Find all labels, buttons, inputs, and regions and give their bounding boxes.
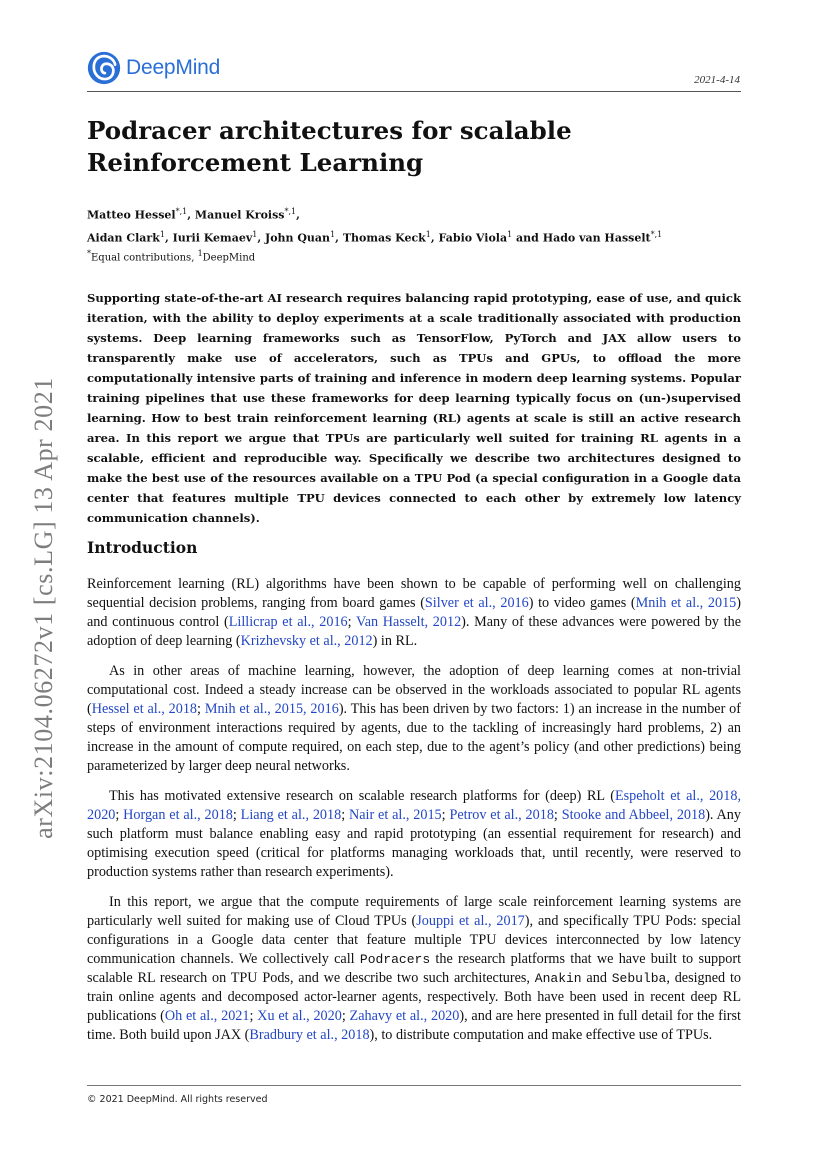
citation-link[interactable]: Liang et al., 2018 [240,807,342,823]
footer-divider [87,1085,741,1086]
introduction-body [87,575,741,1056]
affiliation-one-text: DeepMind [202,252,256,264]
author-name: Manuel Kroiss [194,208,285,222]
affiliation-one: 1 [197,249,203,259]
paragraph-1 [87,575,741,651]
author-line-2: Aidan Clark$^1$, Iurii Kemaev$^1$, John Quan$^1$, Thomas Keck$^1$, Fabio Viola$^1$ and Hado van Hasselt$^{*,1}$ [87,229,663,245]
text-run: ) to video games ( [528,595,636,611]
brand-name: DeepMind [126,56,221,79]
text-run: As in other areas of machine learning, however, the adoption of deep learning comes at non-trivial computational cost. Indeed a steady increase can be observed in the workloads associated to popular RL agents ( [87,663,741,717]
text-run: ). Many of these advances were powered by the adoption of deep learning ( [87,614,741,649]
publication-date: 2021-4-14 [694,74,740,86]
author-affiliation-mark: *,1 [284,207,297,216]
deepmind-logo [87,51,220,85]
text-run: ; [115,807,124,823]
author-affiliation-mark: *,1 [650,229,663,239]
text-run: ; [249,1008,258,1024]
text-run: ), and specifically TPU Pods: special configurations in a Google data center that feature multiple TPU devices interconnected by low latency communication channels. We collectively call [87,913,741,967]
text-run: Reinforcement learning (RL) algorithms have been shown to be capable of performing well on challenging sequential decision problems, ranging from board games ( [87,576,741,611]
citation-link[interactable]: Van Hasselt, 2012 [356,614,462,630]
author-conjunction: and [516,231,539,245]
citation-link[interactable]: Lillicrap et al., 2016 [228,614,348,630]
code-term: Sebulba [611,971,667,986]
citation-link[interactable]: Stooke and Abbeel, 2018 [561,807,706,823]
author-affiliation-mark: 1 [330,229,336,239]
citation-link[interactable]: Mnih et al., 2015 [635,595,737,611]
text-run: ). This has been driven by two factors: 1) an increase in the number of steps of environment interactions required by agents, due to the tackling of increasingly hard problems, 2) an increase in the amount of compute required, on each step, due to the agent’s policy (and other predictions) being parameterized by larger deep neural networks. [87,701,741,774]
author-affiliation-mark: 1 [425,229,431,239]
citation-link[interactable]: Xu et al., 2020 [257,1008,342,1024]
paragraph-4 [87,893,741,1045]
citation-link[interactable]: Zahavy et al., 2020 [349,1008,460,1024]
citation-link[interactable]: Krizhevsky et al., 2012 [240,633,373,649]
text-run: ). Any such platform must balance enabling easy and rapid prototyping (an essential requirement for research) and optimising execution speed (critical for platforms managing workloads that, until recently, were reserved to production systems rather than research experiments). [87,807,741,880]
text-run: In this report, we argue that the compute requirements of large scale reinforcement learning systems are particularly well suited for making use of Cloud TPUs ( [87,894,741,929]
text-run: the research platforms that we have built to support scalable RL research on TPU Pods, and we describe two such architectures, [87,951,742,986]
citation-link[interactable]: Mnih et al., 2015, 2016 [204,701,339,717]
author-list [87,202,747,266]
author-affiliation-mark: *,1 [175,207,188,216]
author-name: Matteo Hessel [87,208,176,222]
text-run: , designed to train online agents and decomposed actor-learner agents, respectively. Both have been used in recent deep RL publications ( [87,970,741,1024]
text-run: ; [232,807,241,823]
code-term: Anakin [534,971,582,986]
affiliation-star-text: Equal contributions, [91,252,195,264]
text-run: ), and are here presented in full detail for the first time. Both build upon JAX ( [87,1008,741,1043]
citation-link[interactable]: Silver et al., 2016 [424,595,529,611]
author-line-1: Matteo Hessel$^{*,1}$, Manuel Kroiss$^{*,1}$, [87,207,300,222]
author-name: Fabio Viola [438,231,508,245]
text-run: and [581,970,612,986]
text-run: ; [441,807,450,823]
paper-title [87,115,747,179]
author-affiliation-mark: 1 [159,229,165,239]
title-line-2: Reinforcement Learning [87,148,424,177]
citation-link[interactable]: Petrov et al., 2018 [449,807,554,823]
citation-link[interactable]: Oh et al., 2021 [164,1008,250,1024]
citation-link[interactable]: Hessel et al., 2018 [91,701,198,717]
citation-link[interactable]: Horgan et al., 2018 [123,807,233,823]
text-run: ) and continuous control ( [87,595,741,630]
text-run: This has motivated extensive research on scalable research platforms for (deep) RL ( [109,788,615,804]
citation-link[interactable]: Espeholt et al., 2018, 2020 [87,788,741,823]
author-name: Iurii Kemaev [172,231,253,245]
code-term: Podracers [359,952,431,967]
paragraph-3 [87,787,741,882]
abstract: Supporting state-of-the-art AI research requires balancing rapid prototyping, ease of use, and quick iteration, with the ability to deploy experiments at a scale traditionally associated with production systems. Deep learning frameworks such as TensorFlow, PyTorch and JAX allow users to transparently make use of accelerators, such as TPUs and GPUs, to offload the more computationally intensive parts of training and inference in modern deep learning systems. Popular training pipelines that use these frameworks for deep learning typically focus on (un-)supervised learning. How to best train reinforcement learning (RL) agents at scale is still an active research area. In this report we argue that TPUs are particularly well suited for training RL agents in a scalable, efficient and reproducible way. Specifically we describe two architectures designed to make the best use of the resources available on a TPU Pod (a special configuration in a Google data center that features multiple TPU devices connected to each other by extremely low latency communication channels). [87,291,741,525]
text-run: ; [347,614,357,630]
copyright-notice: © 2021 DeepMind. All rights reserved [87,1094,268,1105]
header-divider [87,91,741,92]
author-affiliation-mark: 1 [252,229,258,239]
text-run: ; [341,1008,350,1024]
text-run: ; [197,701,205,717]
paragraph-2 [87,662,741,776]
author-affiliation-mark: 1 [507,229,513,239]
text-run: ; [553,807,562,823]
deepmind-logo-icon [87,51,121,85]
text-run: ; [341,807,349,823]
section-heading-introduction: Introduction [87,538,198,557]
text-run: ), to distribute computation and make effective use of TPUs. [369,1027,713,1043]
affiliation-note [87,247,747,265]
citation-link[interactable]: Bradbury et al., 2018 [249,1027,370,1043]
text-run: ) in RL. [372,633,418,649]
author-name: John Quan [264,231,331,245]
affiliation-star: * [87,249,91,259]
author-name: Thomas Keck [342,231,426,245]
title-line-1: Podracer architectures for scalable [87,116,572,145]
author-name: Hado van Hasselt [542,231,651,245]
citation-link[interactable]: Jouppi et al., 2017 [416,913,525,929]
citation-link[interactable]: Nair et al., 2015 [349,807,442,823]
author-name: Aidan Clark [87,231,160,245]
arxiv-stamp-text: arXiv:2104.06272v1 [cs.LG] 13 Apr 2021 [29,377,58,839]
